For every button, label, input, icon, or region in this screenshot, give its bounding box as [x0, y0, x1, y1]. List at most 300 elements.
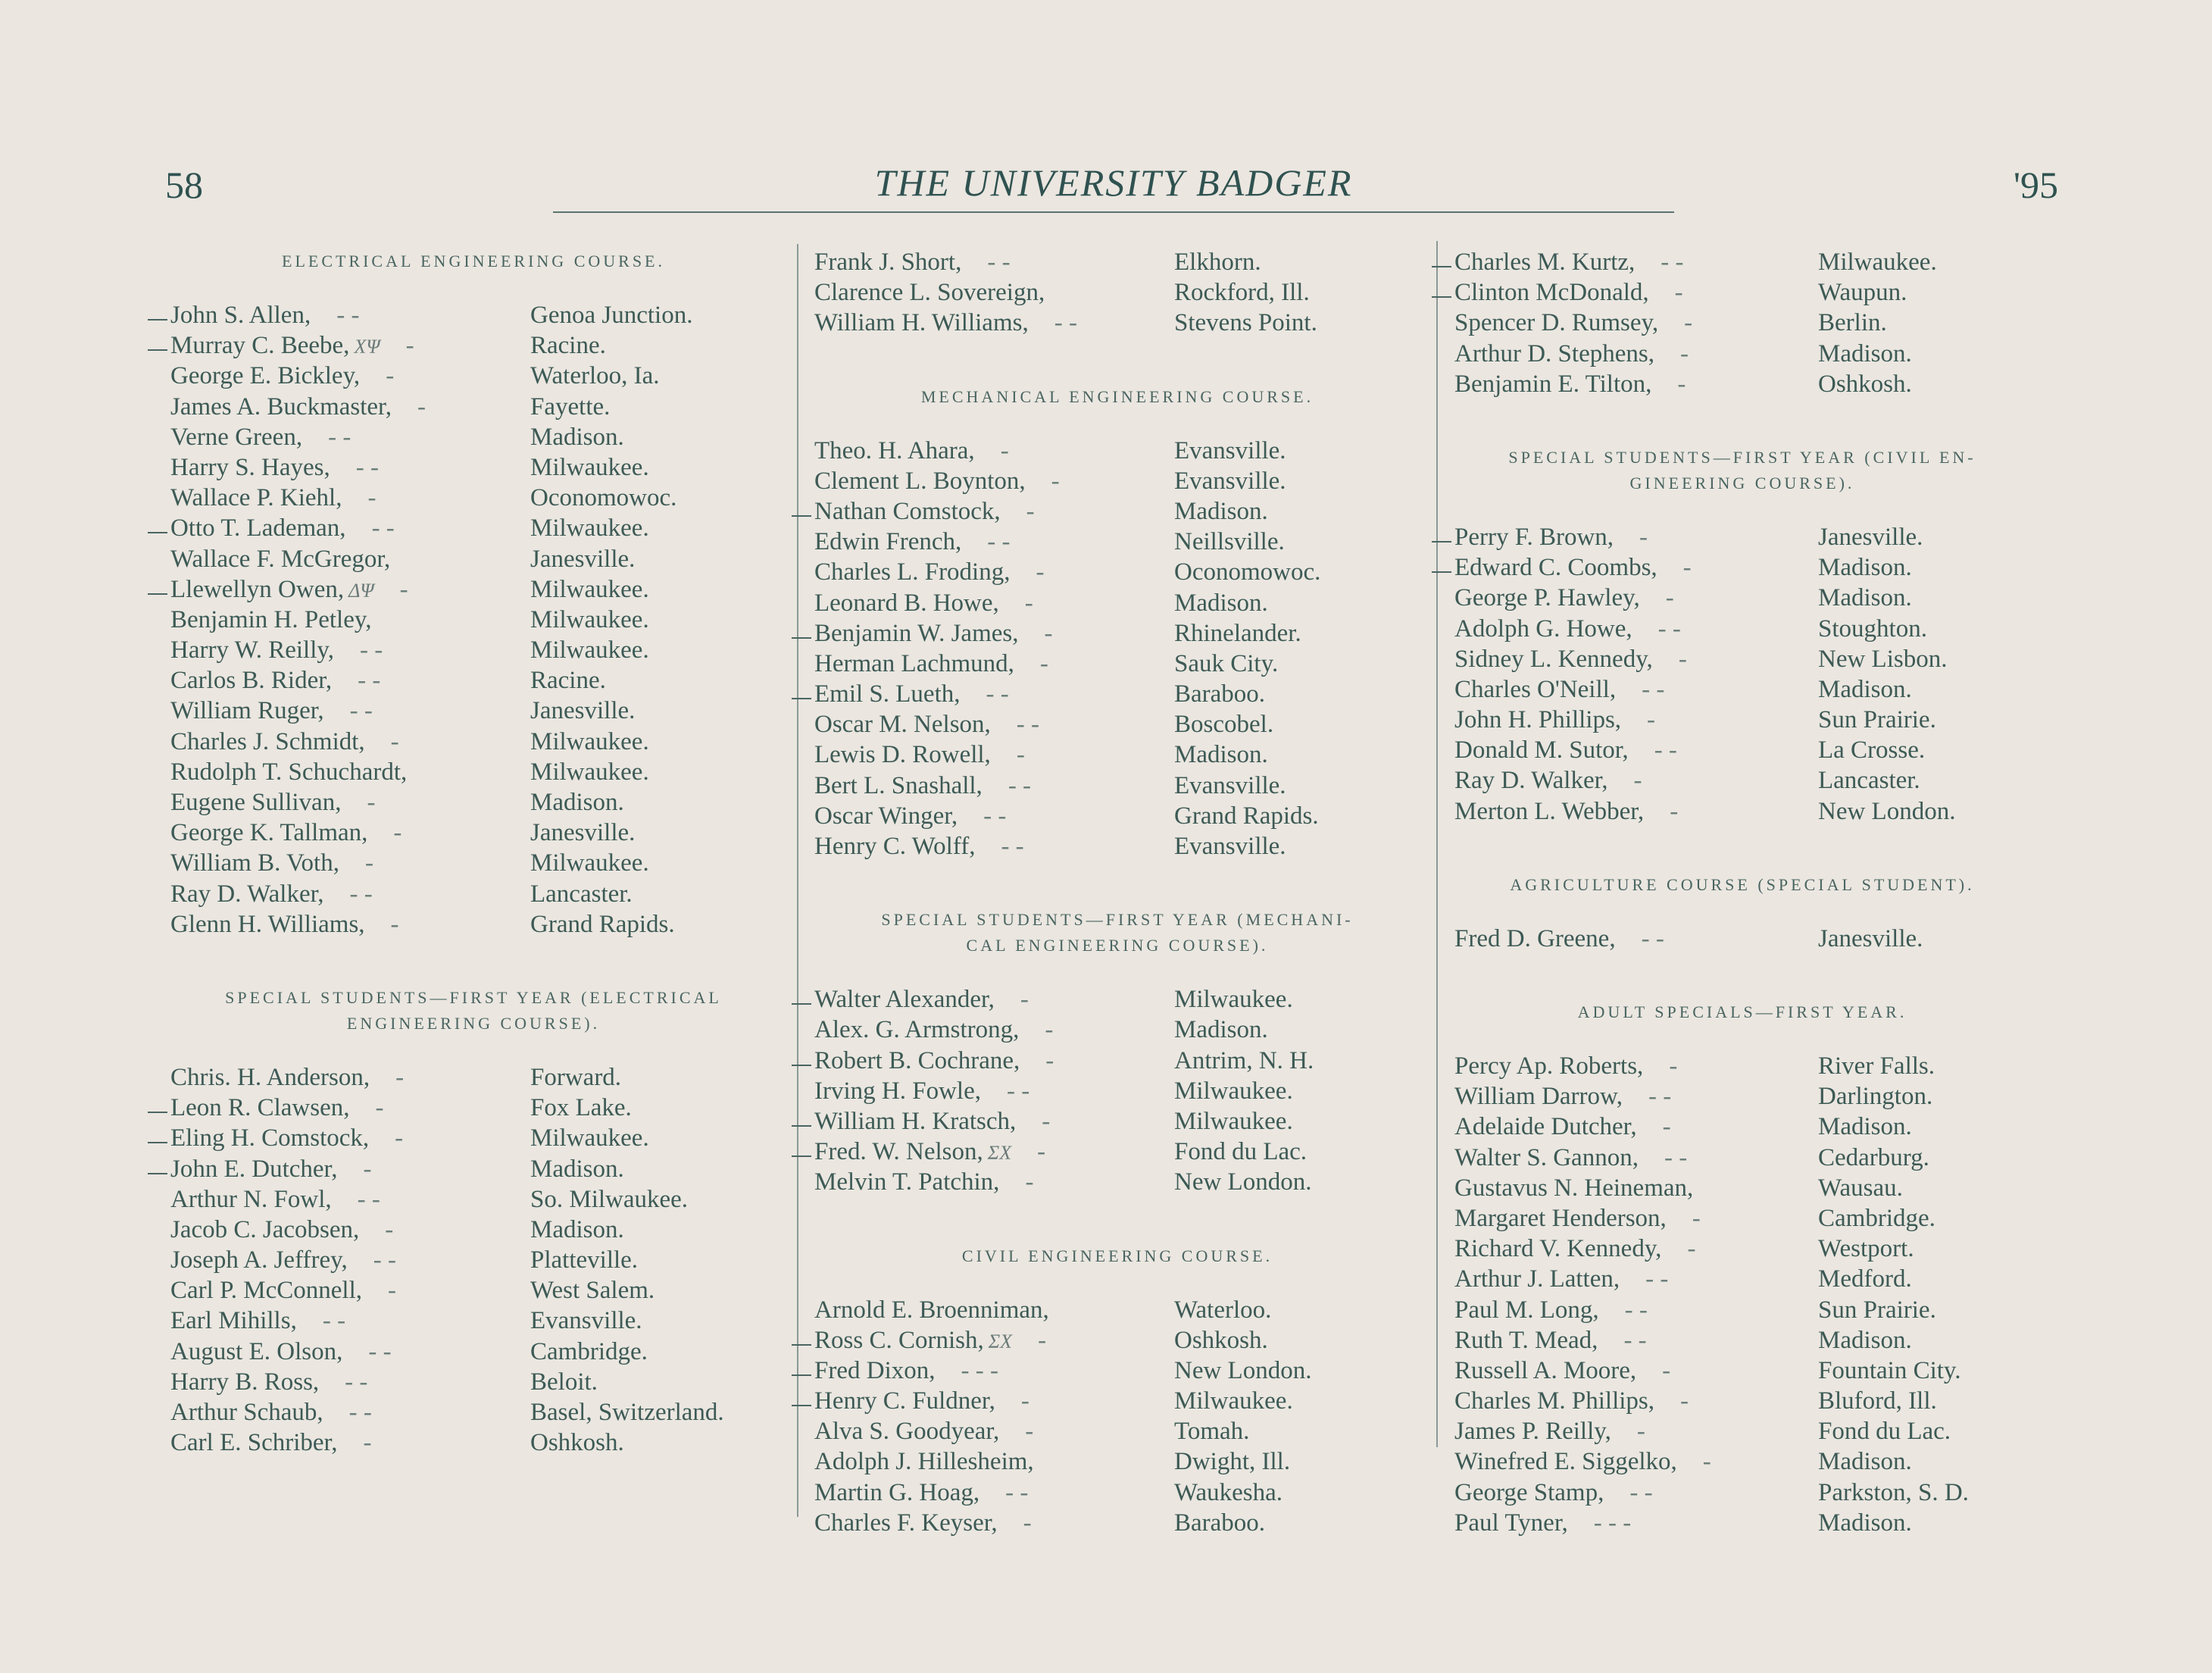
leader-dashes: -: [399, 575, 408, 603]
list-item: [1454, 371, 2030, 401]
hometown: Stevens Point.: [1174, 309, 1317, 337]
list-item: [1454, 798, 2030, 828]
hometown: Madison.: [530, 423, 624, 451]
student-name: Ray D. Walker,: [1454, 767, 1608, 795]
list-item: [814, 558, 1420, 589]
student-name: William H. Williams,: [814, 309, 1029, 337]
hometown: Evansville.: [1174, 467, 1286, 495]
list-item: [814, 1448, 1420, 1478]
column-left: [170, 249, 776, 1459]
leader-dashes: -: [1682, 554, 1692, 582]
student-name: Llewellyn Owen,: [170, 575, 345, 603]
list-item: [170, 911, 776, 941]
student-name: Benjamin W. James,: [814, 619, 1019, 647]
year: '95: [2014, 164, 2059, 206]
list-item: [814, 1016, 1420, 1046]
list-item: [814, 1077, 1420, 1108]
student-name: Margaret Henderson,: [1454, 1204, 1667, 1232]
leader-dashes: -: [395, 1124, 404, 1152]
hometown: Madison.: [1818, 339, 1912, 367]
leader-dashes: -: [1042, 1107, 1051, 1135]
student-name: William B. Voth,: [170, 849, 339, 877]
list-item: [1454, 1083, 2030, 1113]
hometown: Forward.: [530, 1063, 622, 1091]
leader-dashes: - -: [1654, 736, 1677, 765]
hometown: Evansville.: [1174, 833, 1286, 860]
student-name: Spencer D. Rumsey,: [1454, 309, 1659, 337]
list-item: [1454, 1144, 2030, 1174]
student-name: Charles L. Froding,: [814, 558, 1011, 586]
hometown: Janesville.: [1818, 924, 1923, 952]
leader-dashes: -: [386, 362, 395, 390]
list-item: [1454, 279, 2030, 309]
leader-dashes: - -: [1008, 771, 1032, 799]
leader-dashes: -: [1636, 1418, 1645, 1446]
hometown: Madison.: [1818, 675, 1912, 703]
hometown: Elkhorn.: [1174, 249, 1261, 276]
leader-dashes: -: [1045, 1046, 1054, 1074]
list-item: [814, 589, 1420, 620]
pencil-check-mark: [792, 637, 811, 639]
list-item: [170, 636, 776, 667]
student-name: Benjamin H. Petley,: [170, 605, 372, 633]
hometown: Platteville.: [530, 1246, 639, 1274]
student-name: Sidney L. Kennedy,: [1454, 645, 1653, 673]
pencil-check-mark: [792, 698, 811, 699]
student-name: Irving H. Fowle,: [814, 1077, 981, 1105]
section-heading-line: SPECIAL STUDENTS—FIRST YEAR (ELECTRICAL: [225, 987, 722, 1007]
leader-dashes: - - -: [1593, 1509, 1632, 1537]
leader-dashes: -: [395, 1063, 405, 1091]
student-name: Arthur Schaub,: [170, 1399, 323, 1426]
leader-dashes: -: [367, 484, 376, 512]
leader-dashes: - -: [1648, 1083, 1672, 1111]
hometown: Oshkosh.: [530, 1429, 624, 1457]
student-name: Winefred E. Siggelko,: [1454, 1448, 1677, 1476]
page-number: 58: [165, 164, 203, 206]
section-heading-line: CAL ENGINEERING COURSE).: [966, 936, 1269, 955]
leader-dashes: - -: [1006, 1077, 1030, 1105]
pencil-check-mark: [792, 515, 811, 517]
list-item: [170, 789, 776, 819]
student-name: Edwin French,: [814, 528, 962, 556]
list-item: [1454, 340, 2030, 371]
hometown: Berlin.: [1818, 309, 1887, 337]
student-name: George P. Hawley,: [1454, 584, 1640, 612]
leader-dashes: - -: [987, 528, 1011, 556]
list-item: [1454, 736, 2030, 767]
student-name: Carlos B. Rider,: [170, 667, 333, 695]
pencil-check-mark: [148, 1173, 167, 1174]
hometown: Tomah.: [1174, 1418, 1250, 1446]
list-item: [170, 1186, 776, 1216]
list-item: [814, 279, 1420, 309]
list-item: [1454, 646, 2030, 676]
leader-dashes: - -: [373, 1246, 396, 1274]
student-name: Perry F. Brown,: [1454, 523, 1614, 551]
student-name: Oscar Winger,: [814, 802, 958, 830]
leader-dashes: - -: [1629, 1478, 1653, 1506]
list-item: [1454, 1113, 2030, 1143]
leader-dashes: -: [375, 1094, 384, 1122]
list-item: [814, 1327, 1420, 1357]
hometown: Waukesha.: [1174, 1478, 1283, 1506]
student-name: Robert B. Cochrane,: [814, 1046, 1020, 1074]
student-name: William H. Kratsch,: [814, 1107, 1017, 1135]
leader-dashes: -: [1036, 558, 1045, 586]
hometown: Grand Rapids.: [530, 910, 675, 938]
student-name: Benjamin E. Tilton,: [1454, 370, 1652, 398]
list-item: [814, 1047, 1420, 1077]
hometown: Baraboo.: [1174, 1509, 1266, 1537]
student-name: Ruth T. Mead,: [1454, 1326, 1598, 1354]
student-name: Charles F. Keyser,: [814, 1509, 998, 1537]
list-item: [1454, 249, 2030, 279]
hometown: Grand Rapids.: [1174, 802, 1319, 830]
list-item: [170, 393, 776, 424]
leader-dashes: -: [1633, 767, 1642, 795]
student-name: Charles M. Phillips,: [1454, 1387, 1655, 1415]
hometown: Fox Lake.: [530, 1094, 632, 1122]
leader-dashes: -: [363, 1429, 372, 1457]
student-name: Paul M. Long,: [1454, 1296, 1599, 1324]
student-name: Herman Lachmund,: [814, 649, 1014, 677]
hometown: Evansville.: [530, 1307, 642, 1335]
leader-dashes: -: [1687, 1235, 1696, 1263]
section-heading: MECHANICAL ENGINEERING COURSE.: [920, 386, 1314, 406]
hometown: Milwaukee.: [530, 453, 649, 481]
list-item: [814, 1387, 1420, 1418]
leader-dashes: - -: [336, 302, 360, 329]
pencil-check-mark: [148, 319, 167, 321]
leader-dashes: -: [1684, 309, 1693, 337]
list-item: [170, 667, 776, 697]
hometown: Evansville.: [1174, 771, 1286, 799]
hometown: Cambridge.: [530, 1337, 648, 1365]
student-name: Russell A. Moore,: [1454, 1356, 1637, 1384]
hometown: Madison.: [530, 1215, 624, 1243]
leader-dashes: -: [1665, 584, 1674, 612]
hometown: Stoughton.: [1818, 614, 1927, 643]
list-item: [170, 728, 776, 758]
student-name: Charles O'Neill,: [1454, 675, 1617, 703]
list-item: [170, 1368, 776, 1399]
hometown: Janesville.: [530, 697, 636, 725]
list-item: [170, 1429, 776, 1459]
student-name: James A. Buckmaster,: [170, 392, 392, 421]
section-heading: [170, 985, 776, 1037]
column-divider: [1436, 241, 1438, 1447]
leader-dashes: - -: [349, 697, 373, 725]
list-item: [1454, 676, 2030, 706]
list-item: [170, 758, 776, 789]
hometown: River Falls.: [1818, 1052, 1935, 1080]
list-item: [814, 711, 1420, 741]
leader-dashes: -: [1670, 797, 1679, 825]
hometown: Milwaukee.: [1174, 1107, 1293, 1135]
list-item: [1454, 1327, 2030, 1357]
student-name: William Darrow,: [1454, 1083, 1623, 1111]
student-name: Carl P. McConnell,: [170, 1277, 362, 1305]
leader-dashes: - -: [371, 514, 395, 543]
hometown: Antrim, N. H.: [1174, 1046, 1314, 1074]
student-name: Donald M. Sutor,: [1454, 736, 1629, 765]
section-heading-line: SPECIAL STUDENTS—FIRST YEAR (CIVIL EN-: [1508, 447, 1976, 467]
student-name: Alva S. Goodyear,: [814, 1418, 1000, 1446]
leader-dashes: - -: [357, 1185, 380, 1213]
pencil-check-mark: [792, 1065, 811, 1066]
list-item: [1454, 1357, 2030, 1387]
leader-dashes: -: [1662, 1356, 1671, 1384]
list-item: [814, 1509, 1420, 1540]
list-item: [1454, 1296, 2030, 1327]
list-item: [170, 362, 776, 392]
pencil-check-mark: [148, 532, 167, 533]
hometown: Oshkosh.: [1818, 370, 1912, 398]
hometown: Fond du Lac.: [1818, 1418, 1951, 1446]
list-item: [1454, 1418, 2030, 1448]
student-name: John E. Dutcher,: [170, 1155, 338, 1183]
hometown: Milwaukee.: [1174, 986, 1293, 1014]
leader-dashes: - - -: [961, 1356, 998, 1384]
column-right: [1454, 249, 2030, 1540]
header-rule: [553, 211, 1674, 213]
leader-dashes: -: [1692, 1204, 1701, 1232]
student-name: Frank J. Short,: [814, 249, 962, 276]
hometown: Neillsville.: [1174, 528, 1285, 556]
student-name: Edward C. Coombs,: [1454, 554, 1657, 582]
hometown: Madison.: [1174, 741, 1268, 769]
hometown: Janesville.: [530, 545, 636, 573]
student-name: Richard V. Kennedy,: [1454, 1235, 1662, 1263]
hometown: Dwight, Ill.: [1174, 1448, 1291, 1476]
leader-dashes: -: [1025, 1418, 1034, 1446]
pencil-check-mark: [792, 1374, 811, 1376]
student-name: Henry C. Wolff,: [814, 833, 976, 860]
list-item: [170, 1399, 776, 1429]
student-name: Lewis D. Rowell,: [814, 741, 991, 769]
list-item: [814, 468, 1420, 498]
hometown: West Salem.: [530, 1277, 655, 1305]
leader-dashes: -: [367, 789, 376, 816]
hometown: Milwaukee.: [530, 575, 649, 603]
list-item: [1454, 706, 2030, 736]
hometown: New London.: [1174, 1356, 1312, 1384]
list-item: [814, 249, 1420, 279]
list-item: [814, 309, 1420, 339]
leader-dashes: -: [385, 1215, 394, 1243]
list-item: [170, 302, 776, 332]
student-name: Ross C. Cornish,: [814, 1326, 984, 1354]
leader-dashes: -: [1020, 1387, 1029, 1415]
hometown: Cambridge.: [1818, 1204, 1936, 1232]
student-name: Theo. H. Ahara,: [814, 436, 975, 464]
hometown: Baraboo.: [1174, 680, 1266, 708]
hometown: Oshkosh.: [1174, 1326, 1268, 1354]
hometown: Madison.: [1174, 589, 1268, 617]
student-name: Eling H. Comstock,: [170, 1124, 370, 1152]
student-name: Clement L. Boynton,: [814, 467, 1026, 495]
student-name: Charles M. Kurtz,: [1454, 249, 1636, 276]
hometown: Lancaster.: [1818, 767, 1920, 795]
leader-dashes: - -: [987, 249, 1011, 276]
list-item: [170, 606, 776, 636]
student-name: Gustavus N. Heineman,: [1454, 1174, 1694, 1202]
student-name: Otto T. Lademan,: [170, 514, 346, 543]
student-name: Fred D. Greene,: [1454, 924, 1616, 952]
student-name: Rudolph T. Schuchardt,: [170, 758, 408, 786]
leader-dashes: -: [1678, 645, 1687, 673]
list-item: [1454, 1479, 2030, 1509]
student-name: Adolph G. Howe,: [1454, 614, 1632, 643]
hometown: Cedarburg.: [1818, 1143, 1929, 1171]
student-name: Nathan Comstock,: [814, 497, 1001, 525]
hometown: Madison.: [1818, 584, 1912, 612]
list-item: [1454, 584, 2030, 614]
hometown: Sun Prairie.: [1818, 1296, 1936, 1324]
list-item: [814, 741, 1420, 771]
list-item: [170, 880, 776, 911]
leader-dashes: - -: [1016, 711, 1040, 739]
section-heading: ADULT SPECIALS—FIRST YEAR.: [1577, 1002, 1907, 1021]
leader-dashes: - -: [360, 636, 383, 665]
list-item: [170, 849, 776, 880]
leader-dashes: - -: [1624, 1296, 1648, 1324]
list-item: [814, 1296, 1420, 1327]
student-name: Henry C. Fuldner,: [814, 1387, 995, 1415]
hometown: Fountain City.: [1818, 1356, 1961, 1384]
hometown: Rockford, Ill.: [1174, 279, 1310, 307]
list-item: [1454, 1235, 2030, 1265]
student-name: Emil S. Lueth,: [814, 680, 961, 708]
list-item: [1454, 1205, 2030, 1235]
list-item: [814, 772, 1420, 802]
leader-dashes: -: [1702, 1448, 1711, 1476]
hometown: New London.: [1174, 1168, 1312, 1196]
hometown: Madison.: [1818, 1113, 1912, 1141]
hometown: New London.: [1818, 797, 1956, 825]
list-item: [170, 576, 776, 606]
student-name: William Ruger,: [170, 697, 324, 725]
hometown: Waterloo.: [1174, 1296, 1272, 1324]
student-name: George K. Tallman,: [170, 819, 368, 847]
list-item: [170, 819, 776, 849]
hometown: Madison.: [1818, 554, 1912, 582]
section-heading: [1454, 445, 2030, 496]
section-heading: ELECTRICAL ENGINEERING COURSE.: [282, 252, 665, 270]
leader-dashes: - -: [983, 802, 1007, 830]
hometown: Madison.: [1818, 1448, 1912, 1476]
hometown: Beloit.: [530, 1368, 598, 1396]
pencil-check-mark: [792, 1155, 811, 1157]
list-item: [170, 1124, 776, 1155]
student-name: Chris. H. Anderson,: [170, 1063, 370, 1091]
section-heading-line: SPECIAL STUDENTS—FIRST YEAR (MECHANI-: [881, 910, 1354, 930]
leader-dashes: -: [405, 332, 414, 360]
leader-dashes: -: [1024, 589, 1033, 617]
list-item: [170, 514, 776, 545]
leader-dashes: -: [1039, 649, 1048, 677]
leader-dashes: - -: [355, 453, 380, 481]
student-name: Walter Alexander,: [814, 986, 995, 1014]
list-item: [814, 650, 1420, 680]
list-item: [814, 1168, 1420, 1199]
list-item: [814, 1357, 1420, 1387]
pencil-check-mark: [792, 1405, 811, 1406]
hometown: Madison.: [530, 1155, 624, 1183]
hometown: Wausau.: [1818, 1174, 1903, 1202]
student-name: Arthur N. Fowl,: [170, 1185, 332, 1213]
hometown: Milwaukee.: [530, 849, 649, 877]
list-item: [1454, 524, 2030, 554]
student-name: Arthur J. Latten,: [1454, 1265, 1620, 1293]
student-name: Fred Dixon,: [814, 1356, 936, 1384]
leader-dashes: -: [1000, 436, 1009, 464]
column-middle: [814, 249, 1420, 1540]
student-name: Leon R. Clawsen,: [170, 1094, 350, 1122]
student-name: Walter S. Gannon,: [1454, 1143, 1639, 1171]
leader-dashes: - -: [349, 880, 373, 908]
leader-dashes: -: [363, 1155, 372, 1183]
leader-dashes: -: [364, 849, 373, 877]
leader-dashes: -: [1647, 706, 1656, 734]
student-name: John S. Allen,: [170, 302, 311, 329]
list-item: [814, 1108, 1420, 1138]
pencil-check-mark: [1432, 266, 1451, 267]
section-heading-line: GINEERING COURSE).: [1629, 473, 1855, 493]
hometown: Madison.: [1174, 1016, 1268, 1044]
student-name: Adolph J. Hillesheim,: [814, 1448, 1034, 1476]
list-item: [170, 1064, 776, 1094]
student-name: Harry W. Reilly,: [170, 636, 334, 665]
student-name: Verne Green,: [170, 423, 303, 451]
leader-dashes: -: [1674, 279, 1683, 307]
list-item: [1454, 767, 2030, 797]
leader-dashes: -: [1026, 497, 1035, 525]
section-heading: AGRICULTURE COURSE (SPECIAL STUDENT).: [1510, 874, 1975, 894]
hometown: Racine.: [530, 667, 606, 695]
hometown: Madison.: [1174, 497, 1268, 525]
hometown: Milwaukee.: [530, 514, 649, 543]
student-name: Murray C. Beebe,: [170, 332, 350, 360]
hometown: Medford.: [1818, 1265, 1912, 1293]
leader-dashes: -: [1020, 986, 1029, 1014]
list-item: [170, 1277, 776, 1307]
list-item: [170, 1246, 776, 1277]
student-name: Wallace F. McGregor,: [170, 545, 391, 573]
list-item: [814, 1479, 1420, 1509]
leader-dashes: -: [1038, 1326, 1047, 1354]
hometown: Milwaukee.: [530, 1124, 649, 1152]
leader-dashes: -: [417, 392, 426, 421]
student-name: Harry S. Hayes,: [170, 453, 330, 481]
leader-dashes: -: [1016, 741, 1025, 769]
student-name: Glenn H. Williams,: [170, 910, 365, 938]
pencil-check-mark: [148, 593, 167, 595]
pencil-check-mark: [148, 1142, 167, 1143]
hometown: Janesville.: [530, 819, 636, 847]
hometown: Janesville.: [1818, 523, 1923, 551]
list-item: [814, 833, 1420, 863]
student-name: Clinton McDonald,: [1454, 279, 1649, 307]
hometown: Waupun.: [1818, 279, 1907, 307]
pencil-check-mark: [1432, 571, 1451, 573]
student-name: Melvin T. Patchin,: [814, 1168, 1000, 1196]
hometown: Milwaukee.: [530, 636, 649, 665]
leader-dashes: - -: [986, 680, 1009, 708]
section-heading-line: ENGINEERING COURSE).: [346, 1013, 601, 1033]
leader-dashes: - -: [322, 1307, 346, 1335]
